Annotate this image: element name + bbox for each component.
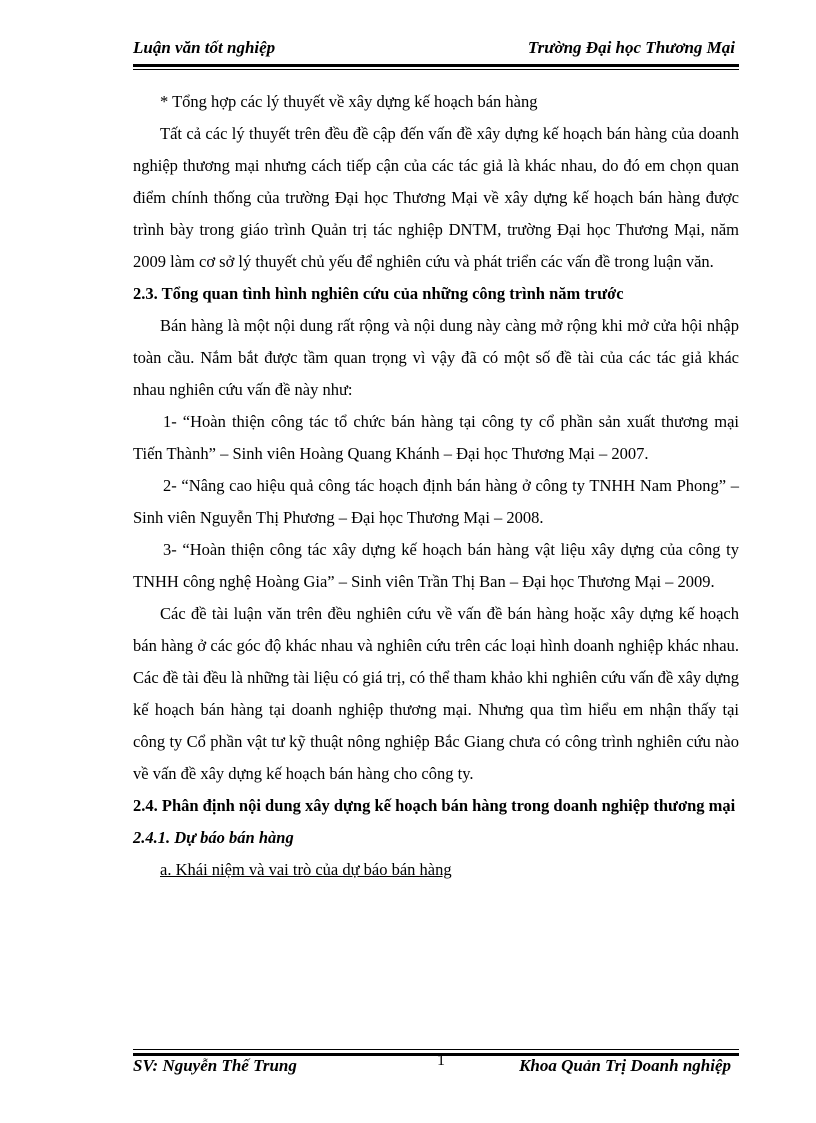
document-body [133,86,739,886]
header-rule-thick [133,64,739,67]
footer-rule-thin [133,1049,739,1050]
section-heading-2-4-1: 2.4.1. Dự báo bán hàng [133,828,294,847]
list-item-study-3: 3- “Hoàn thiện công tác xây dựng kế hoạch bán hàng vật liệu xây dựng của công ty TNHH công nghệ Hoàng Gia” – Sinh viên Trần Thị Ban – Đại học Thương Mại – 2009. [133,540,739,591]
page-header [133,38,737,62]
header-title-right: Trường Đại học Thương Mại [527,38,735,57]
page-number: 1 [437,1052,445,1069]
header-title-left: Luận văn tốt nghiệp [133,38,276,57]
section-heading-2-4: 2.4. Phân định nội dung xây dựng kế hoạch bán hàng trong doanh nghiệp thương mại [133,796,736,815]
page-footer [133,1054,739,1080]
paragraph-summary-heading: * Tổng hợp các lý thuyết về xây dựng kế hoạch bán hàng [160,92,538,111]
footer-student-name: SV: Nguyễn Thế Trung [133,1056,297,1075]
footer-faculty: Khoa Quản Trị Doanh nghiệp [519,1056,731,1075]
section-heading-2-3: 2.3. Tổng quan tình hình nghiên cứu của những công trình năm trước [133,284,624,303]
header-rule-thin [133,69,739,70]
list-item-study-2: 2- “Nâng cao hiệu quả công tác hoạch định bán hàng ở công ty TNHH Nam Phong” – Sinh viên Nguyễn Thị Phương – Đại học Thương Mại – 2008. [133,476,739,527]
paragraph-theory-summary: Tất cả các lý thuyết trên đều đề cập đến vấn đề xây dựng kế hoạch bán hàng của doanh nghiệp thương mại nhưng cách tiếp cận của các tác giả là khác nhau, do đó em chọn quan điểm chính thống của trường Đại học Thương Mại về xây dựng kế hoạch bán hàng được trình bày trong giáo trình Quản trị tác nghiệp DNTM, trường Đại học Thương Mại, năm 2009 làm cơ sở lý thuyết chủ yếu để nghiên cứu và phát triển các vấn đề trong luận văn. [133,124,739,271]
paragraph-research-overview: Bán hàng là một nội dung rất rộng và nội dung này càng mở rộng khi mở cửa hội nhập toàn cầu. Nắm bắt được tầm quan trọng vì vậy đã có một số đề tài của các tác giả khác nhau nghiên cứu vấn đề này như: [133,316,739,399]
paragraph-research-conclusion: Các đề tài luận văn trên đều nghiên cứu về vấn đề bán hàng hoặc xây dựng kế hoạch bán hàng ở các góc độ khác nhau và nghiên cứu trên các loại hình doanh nghiệp khác nhau. Các đề tài đều là những tài liệu có giá trị, có thể tham khảo khi nghiên cứu vấn đề xây dựng kế hoạch bán hàng tại doanh nghiệp thương mại. Nhưng qua tìm hiểu em nhận thấy tại công ty Cổ phần vật tư kỹ thuật nông nghiệp Bắc Giang chưa có công trình nghiên cứu nào về vấn đề xây dựng kế hoạch bán hàng cho công ty. [133,604,739,783]
subsection-heading-a-text: a. Khái niệm và vai trò của dự báo bán hàng [160,860,452,879]
list-item-study-1: 1- “Hoàn thiện công tác tổ chức bán hàng tại công ty cổ phần sản xuất thương mại Tiến Thành” – Sinh viên Hoàng Quang Khánh – Đại học Thương Mại – 2007. [133,412,739,463]
subsection-heading-a [133,854,739,886]
